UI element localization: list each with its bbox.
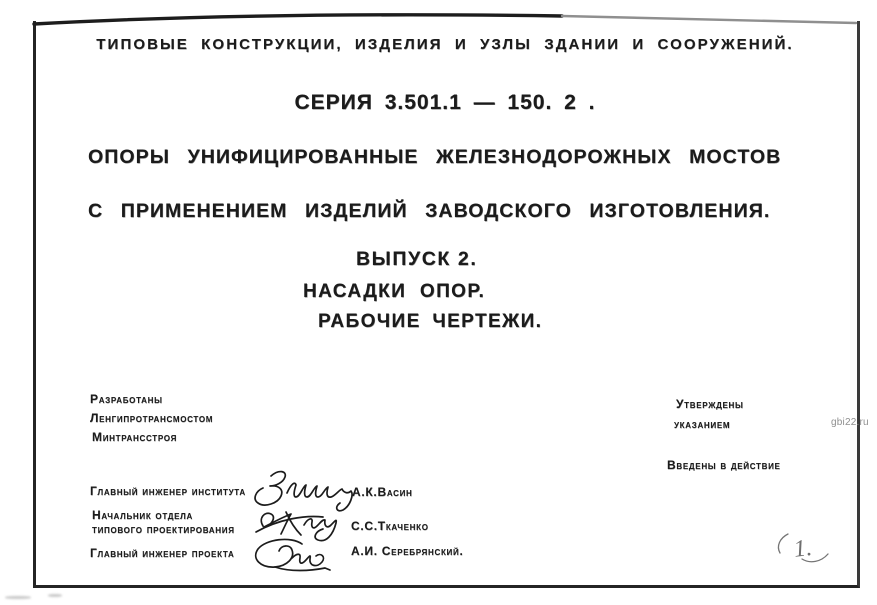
subtitle-line-2: РАБОЧИЕ ЧЕРТЕЖИ. [318,311,543,332]
approved-by-line: указанием [674,417,731,431]
developer-ministry: Минтрансстроя [92,430,178,444]
developer-organization: Ленгипротрансмостом [90,411,214,425]
watermark: gbi22.ru [831,417,869,428]
approved-label: Утверждены [676,397,744,411]
frame-top-border [0,0,877,32]
signature-role-dept-head-line1: Начальник отдела [92,508,193,522]
signature-role-chief-project-engineer: Главный инженер проекта [90,546,235,560]
signature-name-tkachenko: С.С.Ткаченко [351,519,429,533]
developed-by-label: Разработаны [90,392,163,406]
issue-number: ВЫПУСК 2. [356,248,478,270]
signature-name-serebryanskiy: А.И. Серебрянский. [351,544,464,558]
signature-role-dept-head-line2: типового проектирования [92,522,235,536]
signature-role-chief-engineer-institute: Главный инженер института [90,484,246,498]
title-line-2: С ПРИМЕНЕНИЕМ ИЗДЕЛИЙ ЗАВОДСКОГО ИЗГОТОВЛЕНИЯ. [88,200,771,222]
signature-ink-serebryanskiy [244,534,344,578]
page-number: 1. [792,534,814,563]
pencil-paren-left [778,534,788,553]
title-line-1: ОПОРЫ УНИФИЦИРОВАННЫЕ ЖЕЛЕЗНОДОРОЖНЫХ МОСТОВ [88,146,782,168]
signature-name-vasin: А.К.Васин [352,485,413,499]
document-header: ТИПОВЫЕ КОНСТРУКЦИИ, ИЗДЕЛИЯ И УЗЛЫ ЗДАНИИ И СООРУЖЕНИЙ. [96,36,794,53]
pencil-smudge [48,594,62,597]
introduced-label: Введены в действие [667,458,781,472]
page-number-pencil-mark [758,522,848,576]
subtitle-line-1: НАСАДКИ ОПОР. [303,281,486,302]
series-number: СЕРИЯ 3.501.1 — 150. 2 . [294,91,596,114]
pencil-smudge [5,596,31,599]
